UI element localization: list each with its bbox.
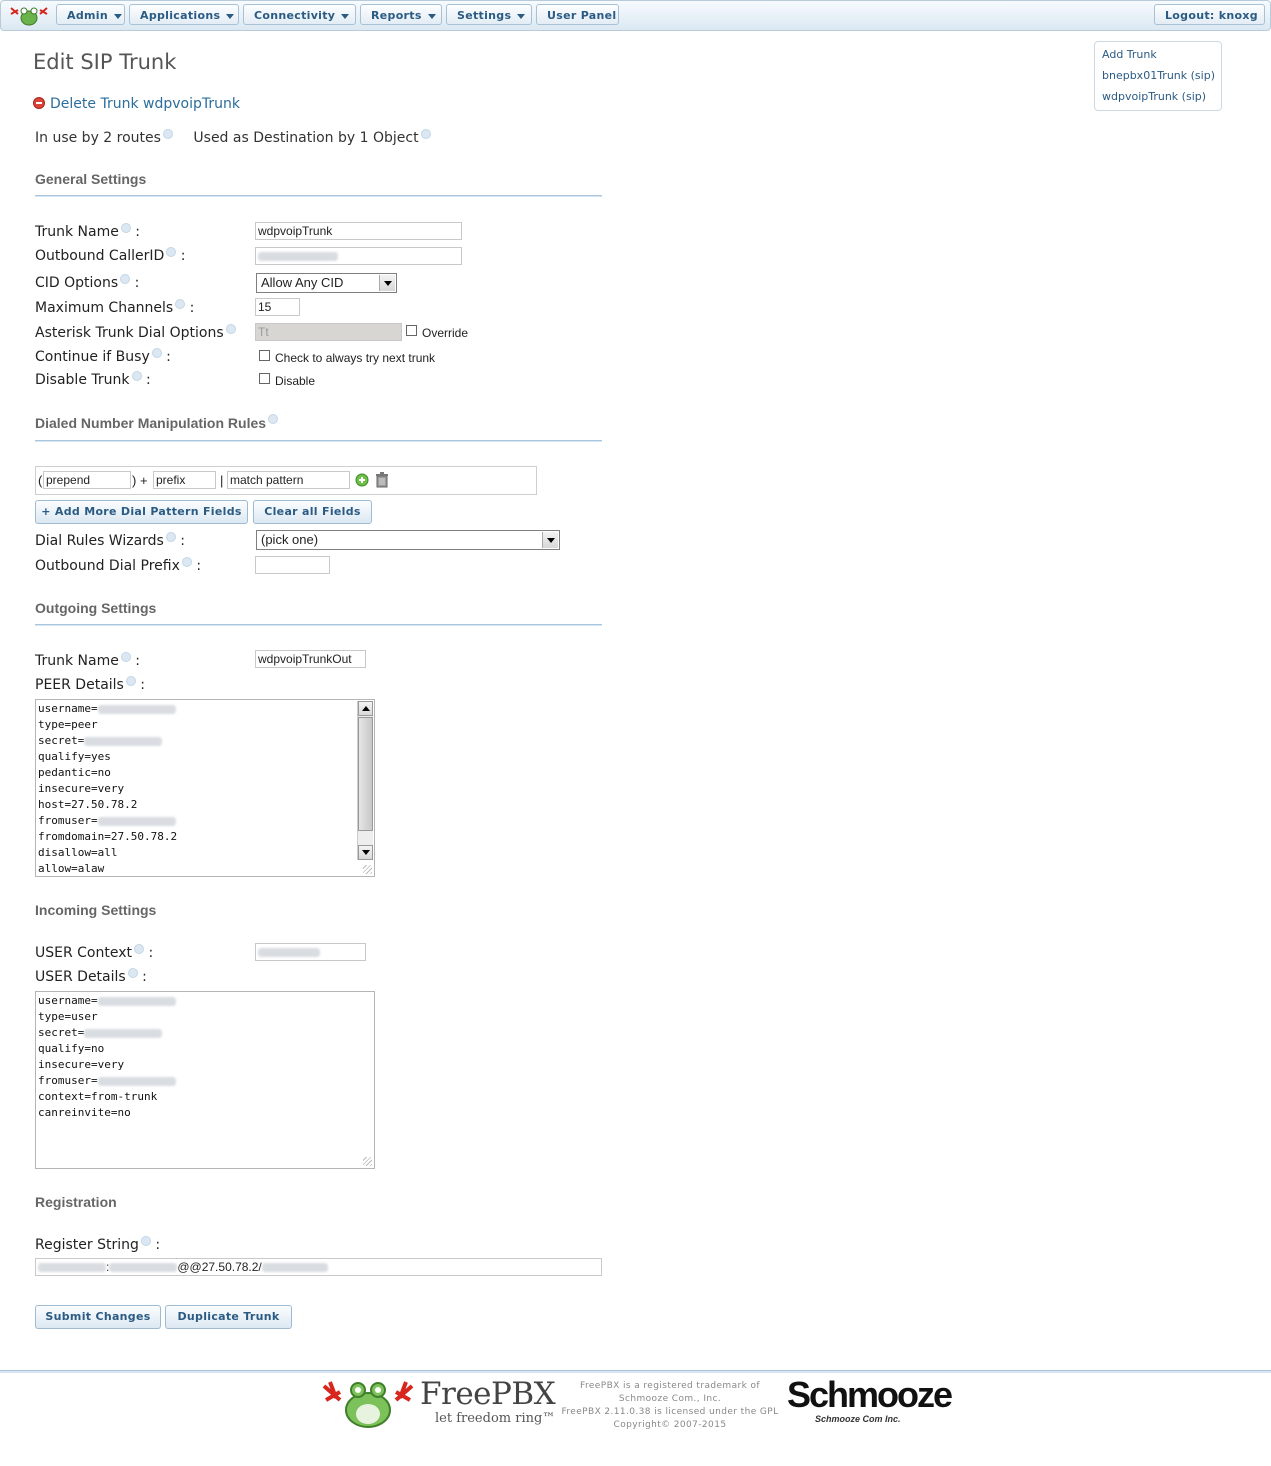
config-line: [38, 717, 372, 733]
register-host-text: @@27.50.78.2/: [177, 1260, 262, 1274]
nav-reports-menu[interactable]: [360, 4, 442, 25]
peer-details-textarea[interactable]: [35, 699, 375, 877]
chevron-down-icon: [379, 275, 395, 291]
redacted-value: [258, 948, 320, 957]
config-line: [38, 845, 372, 861]
help-icon[interactable]: [163, 129, 173, 139]
freepbx-frog-logo-icon[interactable]: [9, 4, 49, 27]
legal-line: Schmooze Com., Inc.: [618, 1394, 722, 1404]
scroll-up-icon[interactable]: [358, 701, 373, 716]
trunk-name-label: Trunk Name :: [35, 224, 141, 240]
nav-settings-menu[interactable]: [446, 4, 532, 25]
config-line: [38, 1025, 372, 1041]
add-pattern-icon[interactable]: [355, 473, 369, 487]
disable-trunk-checkbox[interactable]: [259, 373, 270, 384]
section-divider: [35, 624, 602, 626]
nav-admin-menu[interactable]: [56, 4, 125, 25]
sidebar-trunk-wdpvoip-link[interactable]: wdpvoipTrunk (sip): [1102, 90, 1207, 103]
config-line-text: insecure=very: [38, 1058, 125, 1071]
freepbx-frog-logo-icon[interactable]: [322, 1378, 414, 1430]
config-line-text: canreinvite=no: [38, 1106, 131, 1119]
cid-options-select[interactable]: [256, 273, 397, 293]
config-line: [38, 765, 372, 781]
disable-check-label: Disable: [275, 374, 316, 388]
chevron-down-icon: [428, 14, 436, 19]
help-icon[interactable]: [175, 299, 185, 309]
footer-divider: [0, 1370, 1271, 1373]
usage-info: [35, 130, 431, 146]
config-line: [38, 993, 372, 1009]
section-divider: [35, 195, 602, 197]
help-icon[interactable]: [182, 557, 192, 567]
freepbx-brand: FreePBX: [420, 1376, 556, 1412]
chevron-down-icon: [542, 532, 558, 548]
sidebar-add-trunk-link[interactable]: Add Trunk: [1102, 48, 1157, 61]
dial-rules-wizards-select[interactable]: [256, 530, 560, 550]
dialed-number-rules-heading: Dialed Number Manipulation Rules: [35, 415, 278, 431]
help-icon[interactable]: [134, 944, 144, 954]
outgoing-settings-heading: Outgoing Settings: [35, 600, 157, 616]
general-settings-heading: General Settings: [35, 171, 147, 187]
config-line-text: pedantic=no: [38, 766, 111, 779]
trash-icon[interactable]: [375, 472, 389, 488]
prepend-open-paren: (: [38, 473, 43, 488]
outgoing-trunk-name-label: Trunk Name :: [35, 653, 141, 669]
in-use-text: In use by 2 routes: [35, 130, 161, 146]
help-icon[interactable]: [421, 129, 431, 139]
prepend-input[interactable]: prepend: [43, 471, 131, 489]
redacted-value: [38, 1263, 106, 1272]
incoming-settings-heading: Incoming Settings: [35, 902, 157, 918]
resize-grip-icon[interactable]: [363, 1157, 372, 1166]
config-line-text: fromuser=: [38, 1074, 98, 1087]
config-line-text: type=peer: [38, 718, 98, 731]
redacted-value: [258, 252, 338, 261]
trunk-list-sidebar: [1094, 41, 1222, 111]
user-details-label: USER Details :: [35, 969, 147, 985]
used-as-destination-text: Used as Destination by 1 Object: [193, 130, 419, 146]
peer-details-lines: [38, 701, 372, 877]
redacted-value: [84, 1029, 162, 1038]
config-line: [38, 1073, 372, 1089]
schmooze-logo[interactable]: Schmooze: [787, 1374, 952, 1415]
override-checkbox[interactable]: [406, 325, 417, 336]
prepend-close-paren: ) +: [132, 473, 148, 488]
help-icon[interactable]: [120, 274, 130, 284]
config-line-text: secret=: [38, 734, 85, 747]
nav-label: Settings: [457, 9, 512, 22]
sidebar-trunk-bnepbx01-link[interactable]: bnepbx01Trunk (sip): [1102, 69, 1215, 82]
register-colon: :: [106, 1260, 110, 1274]
dial-rules-wizards-value: (pick one): [261, 532, 319, 547]
register-string-input[interactable]: [35, 1258, 602, 1276]
maximum-channels-input[interactable]: 15: [255, 298, 300, 316]
cid-options-value: Allow Any CID: [261, 275, 344, 290]
match-pattern-input[interactable]: match pattern: [227, 471, 350, 489]
chevron-down-icon: [114, 14, 122, 19]
chevron-down-icon: [341, 14, 349, 19]
config-line: [38, 1089, 372, 1105]
nav-label: User Panel: [547, 9, 617, 22]
schmooze-subtitle: Schmooze Com Inc.: [815, 1414, 901, 1424]
config-line: [38, 749, 372, 765]
legal-line: FreePBX 2.11.0.38 is licensed under the GPL: [561, 1407, 779, 1417]
nav-connectivity-menu[interactable]: [243, 4, 356, 25]
section-divider: [35, 440, 602, 442]
delete-circle-icon: [33, 97, 45, 109]
disable-trunk-label: Disable Trunk :: [35, 372, 151, 388]
help-icon[interactable]: [128, 968, 138, 978]
nav-label: Reports: [371, 9, 422, 22]
legal-notice: [560, 1380, 780, 1432]
continue-if-busy-check-label: Check to always try next trunk: [275, 351, 436, 365]
resize-grip-icon[interactable]: [363, 865, 372, 874]
submit-changes-button[interactable]: Submit Changes: [35, 1305, 161, 1329]
config-line-text: fromuser=: [38, 814, 98, 827]
config-line-text: qualify=yes: [38, 750, 111, 763]
config-line: [38, 829, 372, 845]
config-line: [38, 781, 372, 797]
help-icon[interactable]: [132, 371, 142, 381]
help-icon[interactable]: [141, 1236, 151, 1246]
help-icon[interactable]: [166, 532, 176, 542]
duplicate-trunk-button[interactable]: Duplicate Trunk: [165, 1305, 292, 1329]
outbound-callerid-label: Outbound CallerID :: [35, 248, 186, 264]
redacted-value: [98, 705, 176, 714]
config-line: [38, 733, 372, 749]
peer-details-scrollbar[interactable]: [357, 701, 373, 860]
peer-details-label: PEER Details :: [35, 677, 146, 693]
help-icon[interactable]: [166, 247, 176, 257]
legal-line: Copyright© 2007-2015: [613, 1420, 727, 1430]
outbound-dial-prefix-input[interactable]: [255, 556, 330, 574]
register-string-label: Register String :: [35, 1237, 161, 1253]
config-line-text: insecure=very: [38, 782, 125, 795]
help-icon[interactable]: [226, 324, 236, 334]
dial-options-input[interactable]: Tt: [255, 323, 402, 341]
dial-rules-wizards-label: Dial Rules Wizards :: [35, 533, 186, 549]
config-line: [38, 797, 372, 813]
override-label: Override: [422, 326, 469, 340]
config-line: [38, 701, 372, 717]
trunk-name-input[interactable]: wdpvoipTrunk: [255, 222, 462, 240]
nav-user-panel-button[interactable]: [536, 4, 619, 25]
config-line-text: secret=: [38, 1026, 85, 1039]
scroll-down-icon[interactable]: [358, 845, 373, 860]
user-context-input[interactable]: [255, 943, 366, 961]
redacted-value: [262, 1263, 328, 1272]
help-icon[interactable]: [268, 414, 278, 424]
config-line-text: disallow=all: [38, 846, 118, 859]
maximum-channels-label: Maximum Channels :: [35, 300, 195, 316]
nav-label: Connectivity: [254, 9, 336, 22]
chevron-down-icon: [517, 14, 525, 19]
asterisk-trunk-dial-options-label: Asterisk Trunk Dial Options: [35, 325, 236, 341]
config-line: [38, 1009, 372, 1025]
help-icon[interactable]: [121, 223, 131, 233]
outbound-dial-prefix-label: Outbound Dial Prefix :: [35, 558, 202, 574]
help-icon[interactable]: [121, 652, 131, 662]
top-navigation-bar: [0, 0, 1271, 31]
registration-heading: Registration: [35, 1194, 117, 1210]
continue-if-busy-checkbox[interactable]: [259, 350, 270, 361]
nav-applications-menu[interactable]: [129, 4, 239, 25]
config-line-text: username=: [38, 994, 98, 1007]
cid-options-label: CID Options :: [35, 275, 140, 291]
config-line-text: context=from-trunk: [38, 1090, 158, 1103]
help-icon[interactable]: [126, 676, 136, 686]
redacted-value: [98, 1077, 176, 1086]
delete-trunk-label: Delete Trunk wdpvoipTrunk: [50, 96, 240, 112]
nav-label: Applications: [140, 9, 221, 22]
freepbx-tagline: let freedom ring™: [435, 1411, 556, 1426]
config-line-text: allow=alaw: [38, 862, 105, 875]
user-details-textarea[interactable]: [35, 991, 375, 1169]
redacted-value: [98, 997, 176, 1006]
user-details-lines: [38, 993, 372, 1121]
config-line-text: username=: [38, 702, 98, 715]
scroll-thumb[interactable]: [358, 717, 373, 831]
continue-if-busy-label: Continue if Busy :: [35, 349, 171, 365]
config-line: [38, 1105, 372, 1121]
config-line-text: host=27.50.78.2: [38, 798, 138, 811]
config-line-text: fromdomain=27.50.78.2: [38, 830, 178, 843]
config-line: [38, 1057, 372, 1073]
config-line-text: type=user: [38, 1010, 98, 1023]
help-icon[interactable]: [152, 348, 162, 358]
user-context-label: USER Context :: [35, 945, 154, 961]
config-line-text: qualify=no: [38, 1042, 105, 1055]
logout-button[interactable]: [1154, 4, 1265, 25]
config-line: [38, 861, 372, 877]
nav-label: Admin: [67, 9, 108, 22]
page-title: Edit SIP Trunk: [33, 50, 177, 74]
outgoing-trunk-name-input[interactable]: wdpvoipTrunkOut: [255, 650, 366, 668]
prefix-input[interactable]: prefix: [153, 471, 216, 489]
pattern-separator: |: [220, 473, 224, 488]
config-line: [38, 813, 372, 829]
delete-trunk-link[interactable]: [33, 96, 240, 112]
logout-label: Logout: knoxg: [1165, 9, 1258, 22]
chevron-down-icon: [226, 14, 234, 19]
clear-all-fields-button[interactable]: Clear all Fields: [253, 500, 372, 524]
outbound-callerid-input[interactable]: [255, 247, 462, 265]
redacted-value: [98, 817, 176, 826]
legal-line: FreePBX is a registered trademark of: [580, 1381, 760, 1391]
add-more-dial-pattern-button[interactable]: + Add More Dial Pattern Fields: [35, 500, 248, 524]
config-line: [38, 1041, 372, 1057]
redacted-value: [84, 737, 162, 746]
redacted-value: [109, 1263, 177, 1272]
